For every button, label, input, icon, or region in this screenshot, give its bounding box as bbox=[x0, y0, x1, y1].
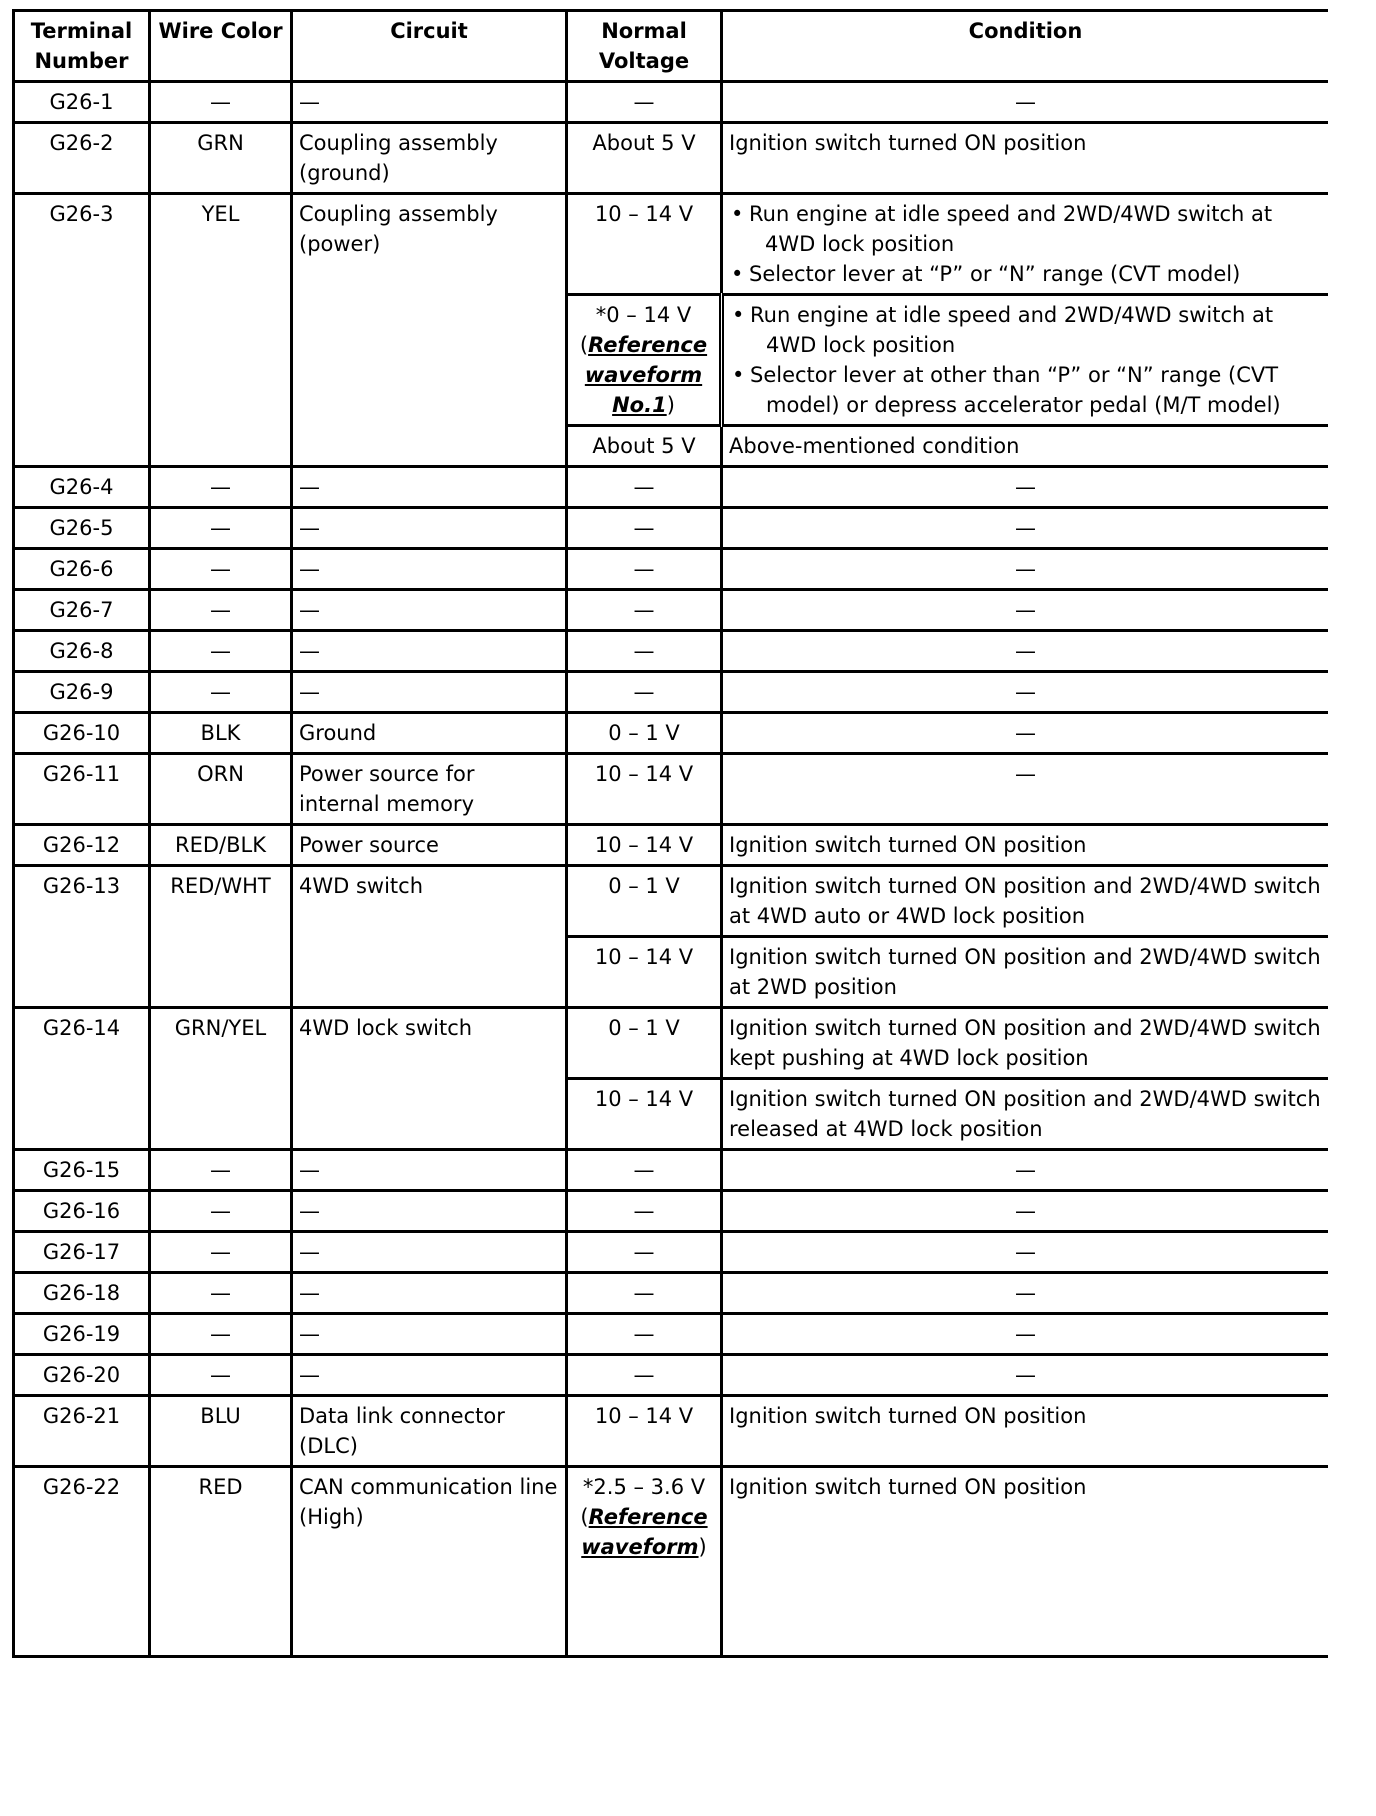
voltage-cell bbox=[567, 549, 722, 590]
table-row bbox=[14, 1008, 1329, 1079]
condition-item: • Run engine at idle speed and 2WD/4WD switch at 4WD lock position bbox=[730, 300, 1322, 360]
table-row bbox=[14, 1273, 1329, 1314]
condition-list bbox=[730, 300, 1322, 420]
terminal-cell: G26-2 bbox=[14, 123, 150, 194]
voltage-value: 10 – 14 V bbox=[594, 1404, 694, 1428]
voltage-value: 0 – 1 V bbox=[608, 874, 680, 898]
wire-color-cell: — bbox=[150, 508, 292, 549]
voltage-cell bbox=[567, 1232, 722, 1273]
circuit-cell: — bbox=[292, 1191, 567, 1232]
circuit-cell: — bbox=[292, 508, 567, 549]
voltage-value: — bbox=[633, 680, 655, 704]
condition-text: — bbox=[1015, 762, 1036, 786]
table-container bbox=[12, 9, 1328, 1769]
voltage-value: — bbox=[633, 1322, 655, 1346]
voltage-cell bbox=[567, 1396, 722, 1467]
condition-cell bbox=[722, 82, 1329, 123]
condition-cell bbox=[722, 1232, 1329, 1273]
circuit-cell: — bbox=[292, 590, 567, 631]
terminal-cell: G26-21 bbox=[14, 1396, 150, 1467]
header-condition: Condition bbox=[722, 11, 1329, 82]
voltage-value: — bbox=[633, 475, 655, 499]
wire-color-cell: — bbox=[150, 1191, 292, 1232]
condition-text: — bbox=[1015, 1199, 1036, 1223]
voltage-cell bbox=[567, 1150, 722, 1191]
condition-text: — bbox=[1015, 721, 1036, 745]
circuit-cell: — bbox=[292, 549, 567, 590]
table-row bbox=[14, 508, 1329, 549]
circuit-cell: Power source for internal memory bbox=[292, 754, 567, 825]
voltage-cell bbox=[567, 825, 722, 866]
voltage-value: — bbox=[633, 557, 655, 581]
terminal-cell: G26-12 bbox=[14, 825, 150, 866]
circuit-cell: — bbox=[292, 1314, 567, 1355]
header-row bbox=[14, 11, 1329, 82]
wire-color-cell: — bbox=[150, 631, 292, 672]
condition-cell bbox=[722, 631, 1329, 672]
condition-cell bbox=[722, 937, 1329, 1008]
condition-cell bbox=[722, 1273, 1329, 1314]
condition-cell bbox=[722, 1355, 1329, 1396]
terminal-cell: G26-5 bbox=[14, 508, 150, 549]
terminal-cell: G26-15 bbox=[14, 1150, 150, 1191]
terminal-table bbox=[12, 9, 1328, 1658]
voltage-value: 10 – 14 V bbox=[594, 833, 694, 857]
condition-text: — bbox=[1015, 1363, 1036, 1387]
condition-cell bbox=[722, 295, 1329, 426]
voltage-cell bbox=[567, 123, 722, 194]
voltage-value: — bbox=[633, 639, 655, 663]
condition-text: — bbox=[1015, 598, 1036, 622]
table-row bbox=[14, 194, 1329, 295]
wire-color-cell: RED/WHT bbox=[150, 866, 292, 1008]
terminal-cell: G26-16 bbox=[14, 1191, 150, 1232]
voltage-value: — bbox=[633, 1240, 655, 1264]
condition-list bbox=[729, 199, 1322, 289]
circuit-cell: — bbox=[292, 1273, 567, 1314]
voltage-value: 0 – 1 V bbox=[608, 1016, 680, 1040]
condition-cell bbox=[722, 713, 1329, 754]
circuit-cell: — bbox=[292, 672, 567, 713]
condition-text: — bbox=[1015, 639, 1036, 663]
table-row bbox=[14, 825, 1329, 866]
condition-text: Ignition switch turned ON position bbox=[729, 131, 1087, 155]
wire-color-cell: — bbox=[150, 1150, 292, 1191]
header-circuit: Circuit bbox=[292, 11, 567, 82]
terminal-cell: G26-13 bbox=[14, 866, 150, 1008]
voltage-cell: *0 – 14 V (Reference waveform No.1) bbox=[567, 295, 722, 426]
voltage-cell bbox=[567, 590, 722, 631]
condition-cell bbox=[722, 866, 1329, 937]
terminal-cell: G26-14 bbox=[14, 1008, 150, 1150]
wire-color-cell: — bbox=[150, 590, 292, 631]
voltage-value: 10 – 14 V bbox=[594, 945, 694, 969]
voltage-cell bbox=[567, 937, 722, 1008]
circuit-cell: Coupling assembly (power) bbox=[292, 194, 567, 467]
voltage-value: — bbox=[633, 90, 655, 114]
condition-item: • Selector lever at “P” or “N” range (CVT model) bbox=[729, 259, 1322, 289]
condition-text: — bbox=[1015, 1240, 1036, 1264]
terminal-cell: G26-17 bbox=[14, 1232, 150, 1273]
terminal-cell: G26-10 bbox=[14, 713, 150, 754]
wire-color-cell: — bbox=[150, 1273, 292, 1314]
voltage-cell bbox=[567, 508, 722, 549]
table-row bbox=[14, 1314, 1329, 1355]
condition-text: Above-mentioned condition bbox=[729, 434, 1020, 458]
table-row bbox=[14, 1355, 1329, 1396]
voltage-value: *2.5 – 3.6 V bbox=[582, 1475, 706, 1499]
condition-cell bbox=[722, 1467, 1329, 1657]
condition-text: — bbox=[1015, 1158, 1036, 1182]
wire-color-cell: RED/BLK bbox=[150, 825, 292, 866]
circuit-cell: — bbox=[292, 467, 567, 508]
wire-color-cell: YEL bbox=[150, 194, 292, 467]
table-row bbox=[14, 549, 1329, 590]
circuit-cell: 4WD switch bbox=[292, 866, 567, 1008]
table-row bbox=[14, 1150, 1329, 1191]
condition-text: — bbox=[1015, 557, 1036, 581]
condition-cell bbox=[722, 1150, 1329, 1191]
voltage-cell bbox=[567, 1273, 722, 1314]
condition-cell bbox=[722, 672, 1329, 713]
table-row bbox=[14, 590, 1329, 631]
voltage-value: — bbox=[633, 1281, 655, 1305]
terminal-cell: G26-7 bbox=[14, 590, 150, 631]
table-row bbox=[14, 754, 1329, 825]
voltage-cell bbox=[567, 754, 722, 825]
voltage-cell bbox=[567, 194, 722, 295]
voltage-cell bbox=[567, 866, 722, 937]
circuit-cell: CAN communication line (High) bbox=[292, 1467, 567, 1657]
condition-cell bbox=[722, 123, 1329, 194]
voltage-value: — bbox=[633, 1199, 655, 1223]
header-terminal: Terminal Number bbox=[14, 11, 150, 82]
wire-color-cell: — bbox=[150, 1314, 292, 1355]
wire-color-cell: — bbox=[150, 1355, 292, 1396]
voltage-value: About 5 V bbox=[592, 131, 696, 155]
condition-text: Ignition switch turned ON position bbox=[729, 1404, 1087, 1428]
voltage-value: 10 – 14 V bbox=[594, 1087, 694, 1111]
terminal-cell: G26-3 bbox=[14, 194, 150, 467]
condition-cell bbox=[722, 426, 1329, 467]
condition-cell bbox=[722, 508, 1329, 549]
table-row bbox=[14, 631, 1329, 672]
condition-text: Ignition switch turned ON position and 2WD/4WD switch at 2WD position bbox=[729, 945, 1321, 999]
condition-cell bbox=[722, 1314, 1329, 1355]
voltage-value: *0 – 14 V bbox=[595, 303, 692, 327]
circuit-cell: — bbox=[292, 631, 567, 672]
terminal-cell: G26-18 bbox=[14, 1273, 150, 1314]
wire-color-cell: — bbox=[150, 672, 292, 713]
wire-color-cell: — bbox=[150, 82, 292, 123]
condition-text: Ignition switch turned ON position and 2WD/4WD switch kept pushing at 4WD lock position bbox=[729, 1016, 1321, 1070]
condition-cell bbox=[722, 754, 1329, 825]
voltage-value: 10 – 14 V bbox=[594, 762, 694, 786]
circuit-cell: Ground bbox=[292, 713, 567, 754]
condition-cell bbox=[722, 825, 1329, 866]
wire-color-cell: GRN bbox=[150, 123, 292, 194]
wire-color-cell: ORN bbox=[150, 754, 292, 825]
circuit-cell: 4WD lock switch bbox=[292, 1008, 567, 1150]
condition-text: — bbox=[1015, 1322, 1036, 1346]
voltage-value: 0 – 1 V bbox=[608, 721, 680, 745]
terminal-cell: G26-9 bbox=[14, 672, 150, 713]
condition-cell bbox=[722, 1396, 1329, 1467]
header-wire-color: Wire Color bbox=[150, 11, 292, 82]
voltage-cell bbox=[567, 1355, 722, 1396]
condition-cell bbox=[722, 1079, 1329, 1150]
wire-color-cell: RED bbox=[150, 1467, 292, 1657]
condition-cell bbox=[722, 590, 1329, 631]
terminal-cell: G26-19 bbox=[14, 1314, 150, 1355]
table-row bbox=[14, 713, 1329, 754]
voltage-cell bbox=[567, 1079, 722, 1150]
condition-text: Ignition switch turned ON position and 2WD/4WD switch at 4WD auto or 4WD lock position bbox=[729, 874, 1321, 928]
reference-waveform-link[interactable]: Reference waveform bbox=[581, 1505, 708, 1559]
terminal-cell: G26-8 bbox=[14, 631, 150, 672]
voltage-cell bbox=[567, 713, 722, 754]
wire-color-cell: — bbox=[150, 1232, 292, 1273]
terminal-cell: G26-20 bbox=[14, 1355, 150, 1396]
condition-text: — bbox=[1015, 475, 1036, 499]
wire-color-cell: BLU bbox=[150, 1396, 292, 1467]
wire-color-cell: GRN/YEL bbox=[150, 1008, 292, 1150]
condition-cell bbox=[722, 1191, 1329, 1232]
table-row bbox=[14, 1232, 1329, 1273]
table-row bbox=[14, 123, 1329, 194]
circuit-cell: Coupling assembly (ground) bbox=[292, 123, 567, 194]
header-voltage: Normal Voltage bbox=[567, 11, 722, 82]
wire-color-cell: BLK bbox=[150, 713, 292, 754]
reference-waveform-link[interactable]: Reference waveform No.1 bbox=[584, 333, 708, 417]
voltage-cell bbox=[567, 1191, 722, 1232]
voltage-cell bbox=[567, 467, 722, 508]
voltage-value: — bbox=[633, 1158, 655, 1182]
table-row bbox=[14, 1191, 1329, 1232]
condition-text: Ignition switch turned ON position bbox=[729, 1475, 1087, 1499]
circuit-cell: Data link connector (DLC) bbox=[292, 1396, 567, 1467]
condition-cell bbox=[722, 467, 1329, 508]
voltage-value: About 5 V bbox=[592, 434, 696, 458]
voltage-cell bbox=[567, 82, 722, 123]
condition-text: Ignition switch turned ON position bbox=[729, 833, 1087, 857]
condition-text: Ignition switch turned ON position and 2WD/4WD switch released at 4WD lock position bbox=[729, 1087, 1321, 1141]
condition-cell bbox=[722, 549, 1329, 590]
condition-cell bbox=[722, 194, 1329, 295]
terminal-cell: G26-1 bbox=[14, 82, 150, 123]
table-row bbox=[14, 672, 1329, 713]
voltage-value: — bbox=[633, 516, 655, 540]
circuit-cell: — bbox=[292, 1232, 567, 1273]
circuit-cell: Power source bbox=[292, 825, 567, 866]
voltage-cell bbox=[567, 1314, 722, 1355]
condition-cell bbox=[722, 1008, 1329, 1079]
condition-text: — bbox=[1015, 680, 1036, 704]
terminal-cell: G26-22 bbox=[14, 1467, 150, 1657]
voltage-value: — bbox=[633, 1363, 655, 1387]
table-row bbox=[14, 866, 1329, 937]
circuit-cell: — bbox=[292, 1355, 567, 1396]
condition-text: — bbox=[1015, 516, 1036, 540]
condition-text: — bbox=[1015, 1281, 1036, 1305]
table-row bbox=[14, 467, 1329, 508]
voltage-cell bbox=[567, 631, 722, 672]
condition-item: • Selector lever at other than “P” or “N” range (CVT model) or depress accelerator pedal (M/T model) bbox=[730, 360, 1322, 420]
wire-color-cell: — bbox=[150, 549, 292, 590]
voltage-value: 10 – 14 V bbox=[594, 202, 694, 226]
voltage-value: — bbox=[633, 598, 655, 622]
table-row bbox=[14, 1467, 1329, 1657]
condition-item: • Run engine at idle speed and 2WD/4WD switch at 4WD lock position bbox=[729, 199, 1322, 259]
voltage-cell bbox=[567, 426, 722, 467]
voltage-cell bbox=[567, 672, 722, 713]
terminal-cell: G26-6 bbox=[14, 549, 150, 590]
circuit-cell: — bbox=[292, 1150, 567, 1191]
wire-color-cell: — bbox=[150, 467, 292, 508]
table-row bbox=[14, 82, 1329, 123]
voltage-cell: *2.5 – 3.6 V (Reference waveform) bbox=[567, 1467, 722, 1657]
terminal-cell: G26-11 bbox=[14, 754, 150, 825]
circuit-cell: — bbox=[292, 82, 567, 123]
terminal-cell: G26-4 bbox=[14, 467, 150, 508]
voltage-cell bbox=[567, 1008, 722, 1079]
table-row bbox=[14, 1396, 1329, 1467]
condition-text: — bbox=[1015, 90, 1036, 114]
